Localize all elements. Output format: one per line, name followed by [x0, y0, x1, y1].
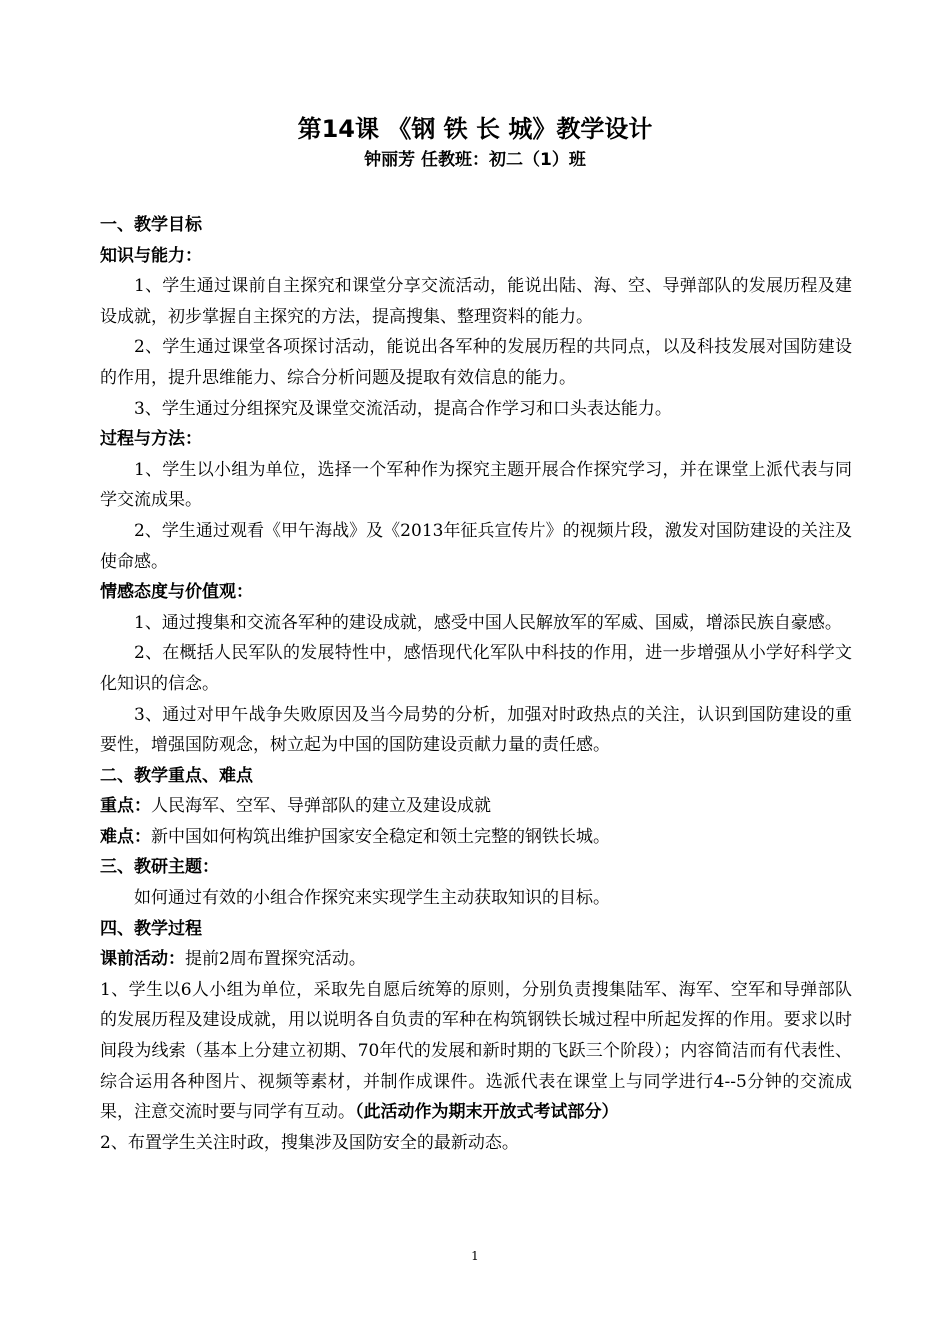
- difficult-point-label: 难点：: [100, 826, 151, 847]
- pre-class-text: 提前2周布置探究活动。: [185, 949, 366, 970]
- author-line: 钟丽芳 任教班：初二（1）班: [364, 150, 586, 170]
- difficult-point-text: 新中国如何构筑出维护国家安全稳定和领土完整的钢铁长城。: [151, 826, 610, 847]
- paragraph-emotion-1: 1、通过搜集和交流各军种的建设成就，感受中国人民解放军的军威、国威，增添民族自豪感。: [134, 612, 842, 633]
- pre-class-1-bold: （此活动作为期末开放式考试部分）: [355, 1102, 619, 1123]
- paragraph-difficult-point: [100, 822, 852, 853]
- document-title: 第14课 《钢 铁 长 城》教学设计: [297, 115, 653, 143]
- section-heading-research-theme: 三、教研主题：: [100, 857, 219, 878]
- subheading-knowledge: 知识与能力：: [100, 245, 202, 266]
- pre-class-label: 课前活动：: [100, 949, 185, 970]
- paragraph-pre-class: [100, 944, 852, 975]
- paragraph-process-1: 1、学生以小组为单位，选择一个军种作为探究主题开展合作探究学习，并在课堂上派代表与同学交流成果。: [100, 459, 852, 511]
- document-body: [100, 210, 852, 1158]
- page-number: 1: [471, 1249, 479, 1263]
- paragraph-knowledge-1: 1、学生通过课前自主探究和课堂分享交流活动，能说出陆、海、空、导弹部队的发展历程及建设成就，初步掌握自主探究的方法，提高搜集、整理资料的能力。: [100, 276, 852, 327]
- pre-class-1-text: 1、学生以6人小组为单位，采取先自愿后统筹的原则，分别负责搜集陆军、海军、空军和导弹部队的发展历程及建设成就，用以说明各自负责的军种在构筑钢铁长城过程中所起发挥的作用。要求以时间段为线索（基本上分建立初期、70年代的发展和新时期的飞跃三个阶段）；内容简洁而有代表性、综合运用各种图片、视频等素材，并制作成课件。选派代表在课堂上与同学进行4--5分钟的交流成果，注意交流时要与同学有互动。: [100, 979, 852, 1123]
- section-heading-teaching-process: 四、教学过程: [100, 918, 202, 939]
- subheading-process: 过程与方法：: [100, 429, 202, 450]
- section-heading-key-points: 二、教学重点、难点: [100, 765, 253, 786]
- paragraph-process-2: 2、学生通过观看《甲午海战》及《2013年征兵宣传片》的视频片段，激发对国防建设的关注及使命感。: [100, 520, 852, 572]
- subheading-emotion: 情感态度与价值观：: [100, 582, 253, 603]
- paragraph-key-point: [100, 791, 852, 822]
- paragraph-knowledge-3: 3、学生通过分组探究及课堂交流活动，提高合作学习和口头表达能力。: [134, 398, 672, 419]
- paragraph-research-theme: 如何通过有效的小组合作探究来实现学生主动获取知识的目标。: [134, 888, 610, 909]
- paragraph-emotion-2: 2、在概括人民军队的发展特性中，感悟现代化军队中科技的作用，进一步增强从小学好科学文化知识的信念。: [100, 643, 852, 694]
- paragraph-knowledge-2: 2、学生通过课堂各项探讨活动，能说出各军种的发展历程的共同点，以及科技发展对国防建设的作用，提升思维能力、综合分析问题及提取有效信息的能力。: [100, 337, 852, 388]
- paragraph-pre-class-2: 2、布置学生关注时政，搜集涉及国防安全的最新动态。: [100, 1132, 519, 1153]
- key-point-text: 人民海军、空军、导弹部队的建立及建设成就: [151, 796, 491, 817]
- key-point-label: 重点：: [100, 796, 151, 817]
- section-heading-objectives: 一、教学目标: [100, 215, 202, 235]
- paragraph-pre-class-1: [100, 975, 852, 1128]
- paragraph-emotion-3: 3、通过对甲午战争失败原因及当今局势的分析，加强对时政热点的关注，认识到国防建设的重要性，增强国防观念，树立起为中国的国防建设贡献力量的责任感。: [100, 704, 852, 756]
